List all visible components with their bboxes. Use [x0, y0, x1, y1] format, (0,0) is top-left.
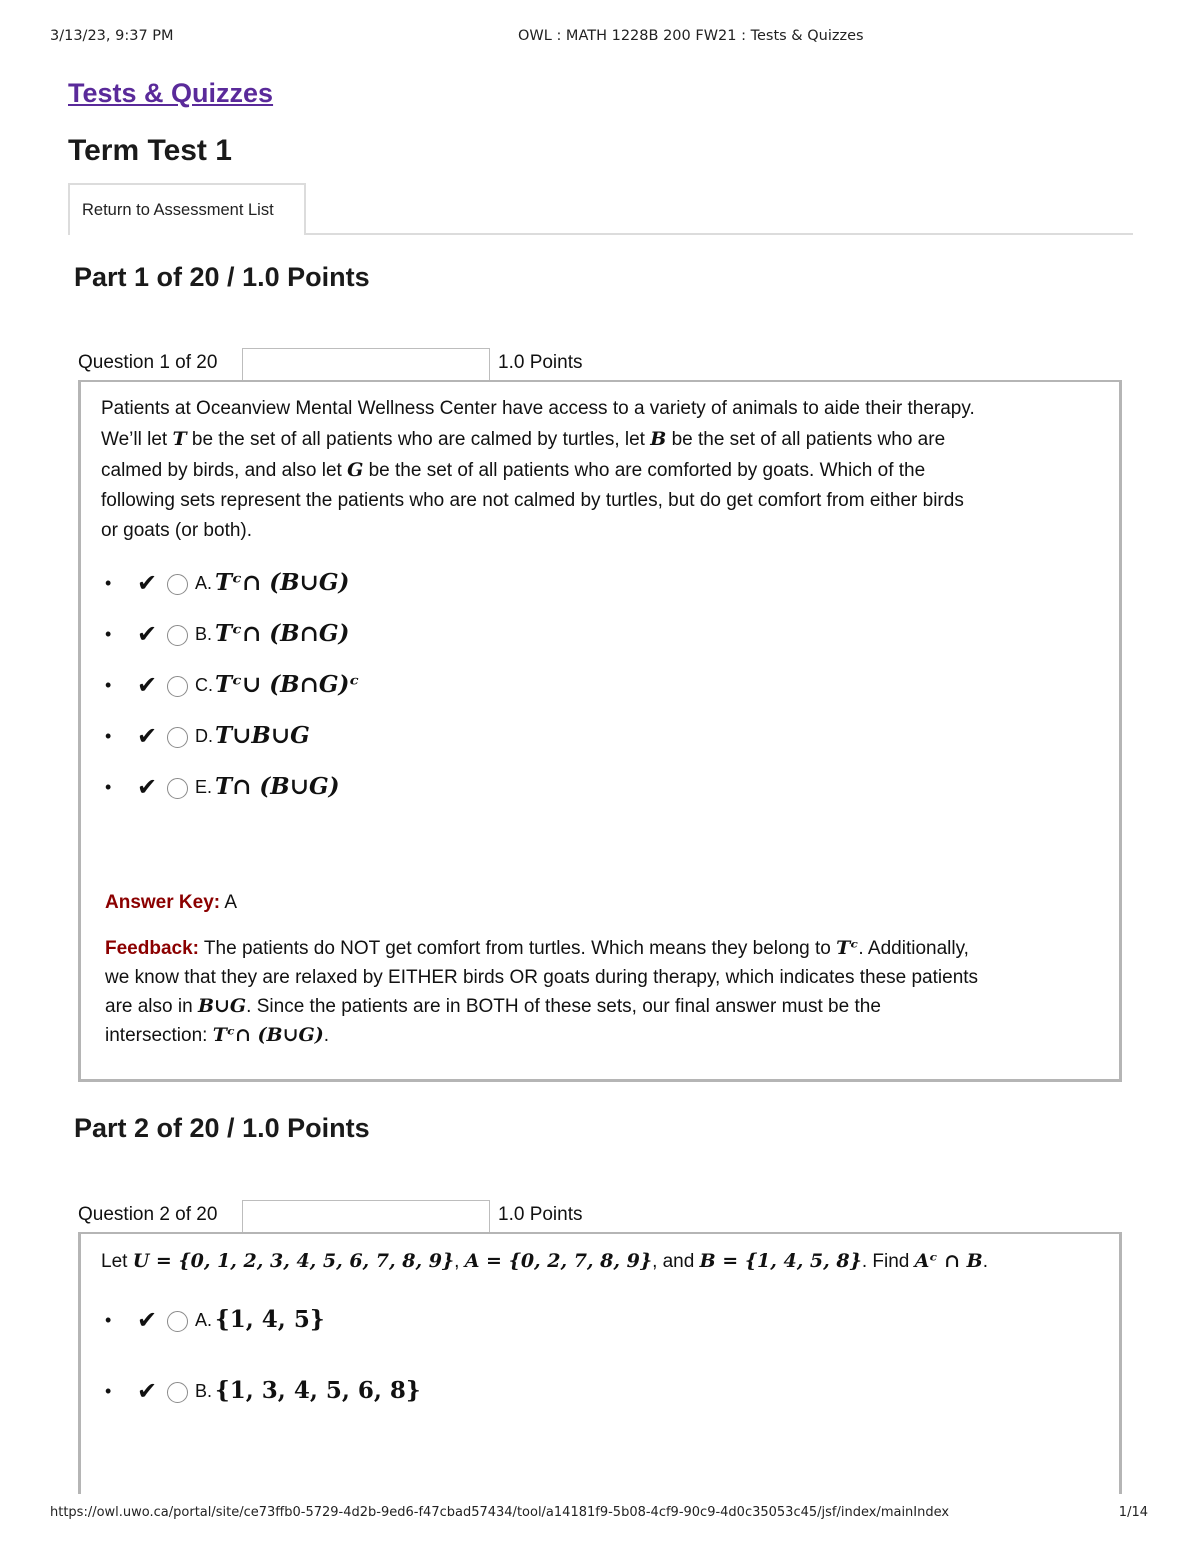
question-1-points: 1.0 Points: [498, 352, 583, 373]
assessment-nav-bar: [68, 183, 1133, 235]
option-expression: T∪B∪G: [215, 722, 310, 749]
text: be the set of all patients who are: [666, 429, 946, 450]
feedback-line: we know that they are relaxed by EITHER birds OR goats during therapy, which indicates these patients: [105, 967, 979, 988]
radio-button[interactable]: [167, 1382, 188, 1403]
checkmark-icon: ✔: [137, 570, 158, 597]
option-letter: B.: [195, 1381, 213, 1401]
radio-button[interactable]: [167, 1311, 188, 1332]
text: . Since the patients are in BOTH of these sets, our final answer must be the: [246, 996, 881, 1017]
option-letter: D.: [195, 726, 213, 746]
option-letter: E.: [195, 777, 213, 797]
math-expression: Tᶜ: [836, 937, 859, 959]
radio-button[interactable]: [167, 778, 188, 799]
q1-line: Patients at Oceanview Mental Wellness Center have access to a variety of animals to aide their therapy.: [101, 398, 975, 419]
math-expression: B∪G: [197, 995, 247, 1017]
text: are also in: [105, 996, 198, 1017]
math-var: T: [172, 428, 187, 450]
question-1-text: [101, 394, 1105, 546]
math-expression: Tᶜ∩ (B∪G): [212, 1024, 324, 1046]
bullet-icon: •: [105, 777, 112, 797]
radio-button[interactable]: [167, 676, 188, 697]
text: ,: [454, 1251, 465, 1272]
page-title: Term Test 1: [68, 134, 232, 167]
q1-line: [101, 424, 1105, 455]
checkmark-icon: ✔: [137, 1378, 158, 1405]
text: .: [323, 1025, 329, 1046]
question-1-label: Question 1 of 20: [78, 352, 218, 373]
part-1-heading: Part 1 of 20 / 1.0 Points: [74, 262, 370, 292]
text: The patients do NOT get comfort from turtles. Which means they belong to: [198, 938, 837, 959]
question-1-title-field[interactable]: [242, 348, 490, 382]
math-expression: U = {0, 1, 2, 3, 4, 5, 6, 7, 8, 9}: [132, 1250, 455, 1272]
checkmark-icon: ✔: [137, 1307, 158, 1334]
part-2-heading: Part 2 of 20 / 1.0 Points: [74, 1113, 370, 1143]
feedback-label: Feedback:: [105, 938, 199, 959]
math-var: G: [347, 459, 364, 481]
print-page-number: 1/14: [1118, 1505, 1148, 1520]
option-expression: {1, 4, 5}: [215, 1306, 325, 1333]
text: . Find: [861, 1251, 915, 1272]
math-expression: B = {1, 4, 5, 8}: [699, 1250, 862, 1272]
text: .: [982, 1251, 988, 1272]
checkmark-icon: ✔: [137, 723, 158, 750]
print-url: https://owl.uwo.ca/portal/site/ce73ffb0-5729-4d2b-9ed6-f47cbad57434/tool/a14181f9-5b08-4cf9-90c9-4d0c35053c45/jsf/index/mainIndex: [50, 1505, 950, 1520]
text: . Additionally,: [858, 938, 969, 959]
print-footer: [50, 1505, 1148, 1527]
bullet-icon: •: [105, 624, 112, 644]
question-2-label: Question 2 of 20: [78, 1204, 218, 1225]
bullet-icon: •: [105, 573, 112, 593]
radio-button[interactable]: [167, 574, 188, 595]
math-var: B: [650, 428, 667, 450]
feedback-line: [105, 992, 1097, 1021]
print-date: 3/13/23, 9:37 PM: [50, 28, 174, 44]
option-expression: T∩ (B∪G): [215, 773, 340, 800]
question-1-box: [78, 380, 1122, 1082]
option-letter: C.: [195, 675, 213, 695]
option-expression: {1, 3, 4, 5, 6, 8}: [215, 1377, 421, 1404]
print-page-title: OWL : MATH 1228B 200 FW21 : Tests & Quizzes: [518, 28, 864, 44]
bullet-icon: •: [105, 726, 112, 746]
question-2-text: [101, 1246, 1105, 1277]
option-expression: Tᶜ∩ (B∩G): [215, 620, 350, 647]
text: intersection:: [105, 1025, 213, 1046]
feedback-line: [105, 1021, 1097, 1050]
bullet-icon: •: [105, 1381, 112, 1401]
question-2-header: [78, 1200, 678, 1234]
answer-key-value: A: [224, 892, 238, 913]
question-2-points: 1.0 Points: [498, 1204, 583, 1225]
radio-button[interactable]: [167, 727, 188, 748]
checkmark-icon: ✔: [137, 621, 158, 648]
checkmark-icon: ✔: [137, 672, 158, 699]
option-letter: A.: [195, 573, 213, 593]
bullet-icon: •: [105, 675, 112, 695]
question-2-box: [78, 1232, 1122, 1494]
text: calmed by birds, and also let: [101, 460, 348, 481]
radio-button[interactable]: [167, 625, 188, 646]
answer-key-label: Answer Key:: [105, 892, 221, 913]
feedback-line: [105, 934, 1097, 963]
text: , and: [652, 1251, 700, 1272]
math-expression: A = {0, 2, 7, 8, 9}: [464, 1250, 653, 1272]
option-expression: Tᶜ∩ (B∪G): [215, 569, 350, 596]
breadcrumb-tests-quizzes-link[interactable]: Tests & Quizzes: [68, 78, 274, 108]
text: Let: [101, 1251, 133, 1272]
answer-key: [105, 892, 237, 914]
return-to-assessment-list-button[interactable]: Return to Assessment List: [68, 183, 306, 235]
feedback: [105, 934, 1097, 1050]
option-expression: Tᶜ∪ (B∩G)ᶜ: [215, 671, 360, 698]
print-header: [50, 28, 1148, 50]
math-expression: Aᶜ ∩ B: [914, 1250, 983, 1272]
text: We’ll let: [101, 429, 173, 450]
q1-line: [101, 455, 1105, 486]
question-1-header: [78, 348, 678, 382]
bullet-icon: •: [105, 1310, 112, 1330]
question-2-title-field[interactable]: [242, 1200, 490, 1234]
option-letter: A.: [195, 1310, 213, 1330]
text: be the set of all patients who are comforted by goats. Which of the: [363, 460, 926, 481]
q1-line: or goats (or both).: [101, 520, 253, 541]
option-letter: B.: [195, 624, 213, 644]
text: be the set of all patients who are calmed by turtles, let: [186, 429, 651, 450]
q1-line: following sets represent the patients who are not calmed by turtles, but do get comfort from either birds: [101, 490, 964, 511]
checkmark-icon: ✔: [137, 774, 158, 801]
